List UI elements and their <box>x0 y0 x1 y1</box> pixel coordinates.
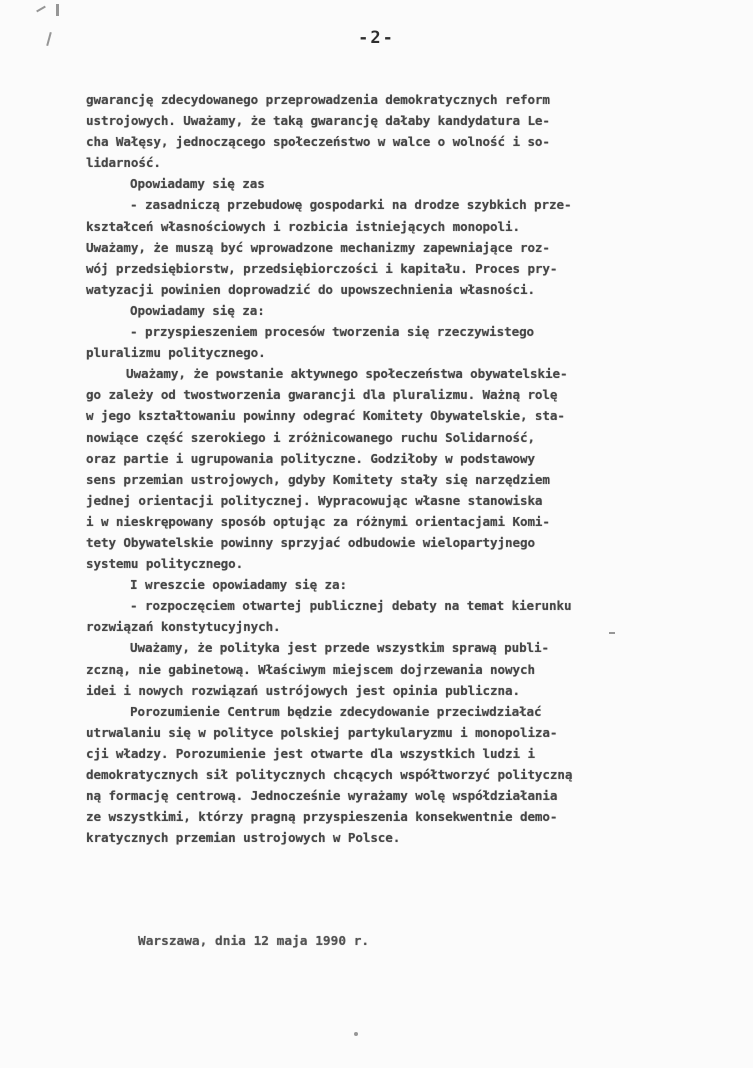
text-line: kształceń własnościowych i rozbicia istniejących monopoli. <box>86 218 520 234</box>
text-line: jednej orientacji politycznej. Wypracowując własne stanowiska <box>86 492 543 508</box>
text-line: lidarność. <box>86 155 161 171</box>
stain-mark <box>354 1032 358 1036</box>
text-line: systemu politycznego. <box>86 556 244 572</box>
document-body <box>86 89 686 848</box>
text-line: Uważamy, że powstanie aktywnego społeczeństwa obywatelskie- <box>126 366 568 382</box>
text-line: sens przemian ustrojowych, gdyby Komitety stały się narzędziem <box>86 471 550 487</box>
text-line: i w nieskrępowany sposób optując za różnymi orientacjami Komi- <box>86 513 550 529</box>
text-line: ną formację centrową. Jednocześnie wyrażamy wolę współdziałania <box>86 788 558 804</box>
text-line: zczną, nie gabinetową. Właściwym miejscem dojrzewania nowych <box>86 661 535 677</box>
text-line: go zależy od twostworzenia gwarancji dla pluralizmu. Ważną rolę <box>86 387 558 403</box>
text-line: Porozumienie Centrum będzie zdecydowanie przeciwdziałać <box>130 703 542 719</box>
text-line: pluralizmu politycznego. <box>86 345 266 361</box>
text-line: nowiące część szerokiego i zróżnicowanego ruchu Solidarność, <box>86 429 535 445</box>
page-number: -2- <box>358 28 395 48</box>
text-line: ustrojowych. Uważamy, że taką gwarancję dałaby kandydatura Le- <box>86 113 550 129</box>
text-line: w jego kształtowaniu powinny odegrać Komitety Obywatelskie, sta- <box>86 408 565 424</box>
text-line: demokratycznych sił politycznych chcących współtworzyć polityczną <box>86 767 573 782</box>
text-line: ze wszystkimi, którzy pragną przyspieszenia konsekwentnie demo- <box>86 809 558 825</box>
text-line: - zasadniczą przebudowę gospodarki na drodze szybkich prze- <box>130 197 572 213</box>
text-line: Opowiadamy się zas <box>130 176 265 192</box>
text-line: Opowiadamy się za: <box>130 302 265 318</box>
text-line: Uważamy, że polityka jest przede wszystkim sprawą publi- <box>130 640 549 656</box>
text-line: kratycznych przemian ustrojowych w Polsce. <box>86 830 401 846</box>
text-line: oraz partie i ugrupowania polityczne. Godziłoby w podstawowy <box>86 450 535 466</box>
text-line: - przyspieszeniem procesów tworzenia się rzeczywistego <box>130 324 535 340</box>
text-line: watyzacji powinien doprowadzić do upowszechnienia własności. <box>86 281 535 297</box>
text-line: gwarancję zdecydowanego przeprowadzenia demokratycznych reform <box>86 92 550 107</box>
text-line: Uważamy, że muszą być wprowadzone mechanizmy zapewniające roz- <box>86 239 550 255</box>
text-line: cji władzy. Porozumienie jest otwarte dla wszystkich ludzi i <box>86 745 535 761</box>
text-line: wój przedsiębiorstw, przedsiębiorczości i kapitału. Proces pry- <box>86 260 558 276</box>
date-line: Warszawa, dnia 12 maja 1990 r. <box>138 934 370 949</box>
stain-mark <box>56 4 59 16</box>
text-line: idei i nowych rozwiązań ustrójowych jest opinia publiczna. <box>86 682 520 698</box>
stain-mark <box>36 6 46 13</box>
text-line: I wreszcie opowiadamy się za: <box>130 577 347 593</box>
text-line: rozwiązań konstytucyjnych. <box>86 619 281 635</box>
text-line: tety Obywatelskie powinny sprzyjać odbudowie wielopartyjnego <box>86 534 535 550</box>
text-line: - rozpoczęciem otwartej publicznej debaty na temat kierunku <box>130 598 572 614</box>
text-line: utrwalaniu się w polityce polskiej partykularyzmu i monopoliza- <box>86 724 558 740</box>
text-line: cha Wałęsy, jednoczącego społeczeństwo w walce o wolność i so- <box>86 134 550 150</box>
